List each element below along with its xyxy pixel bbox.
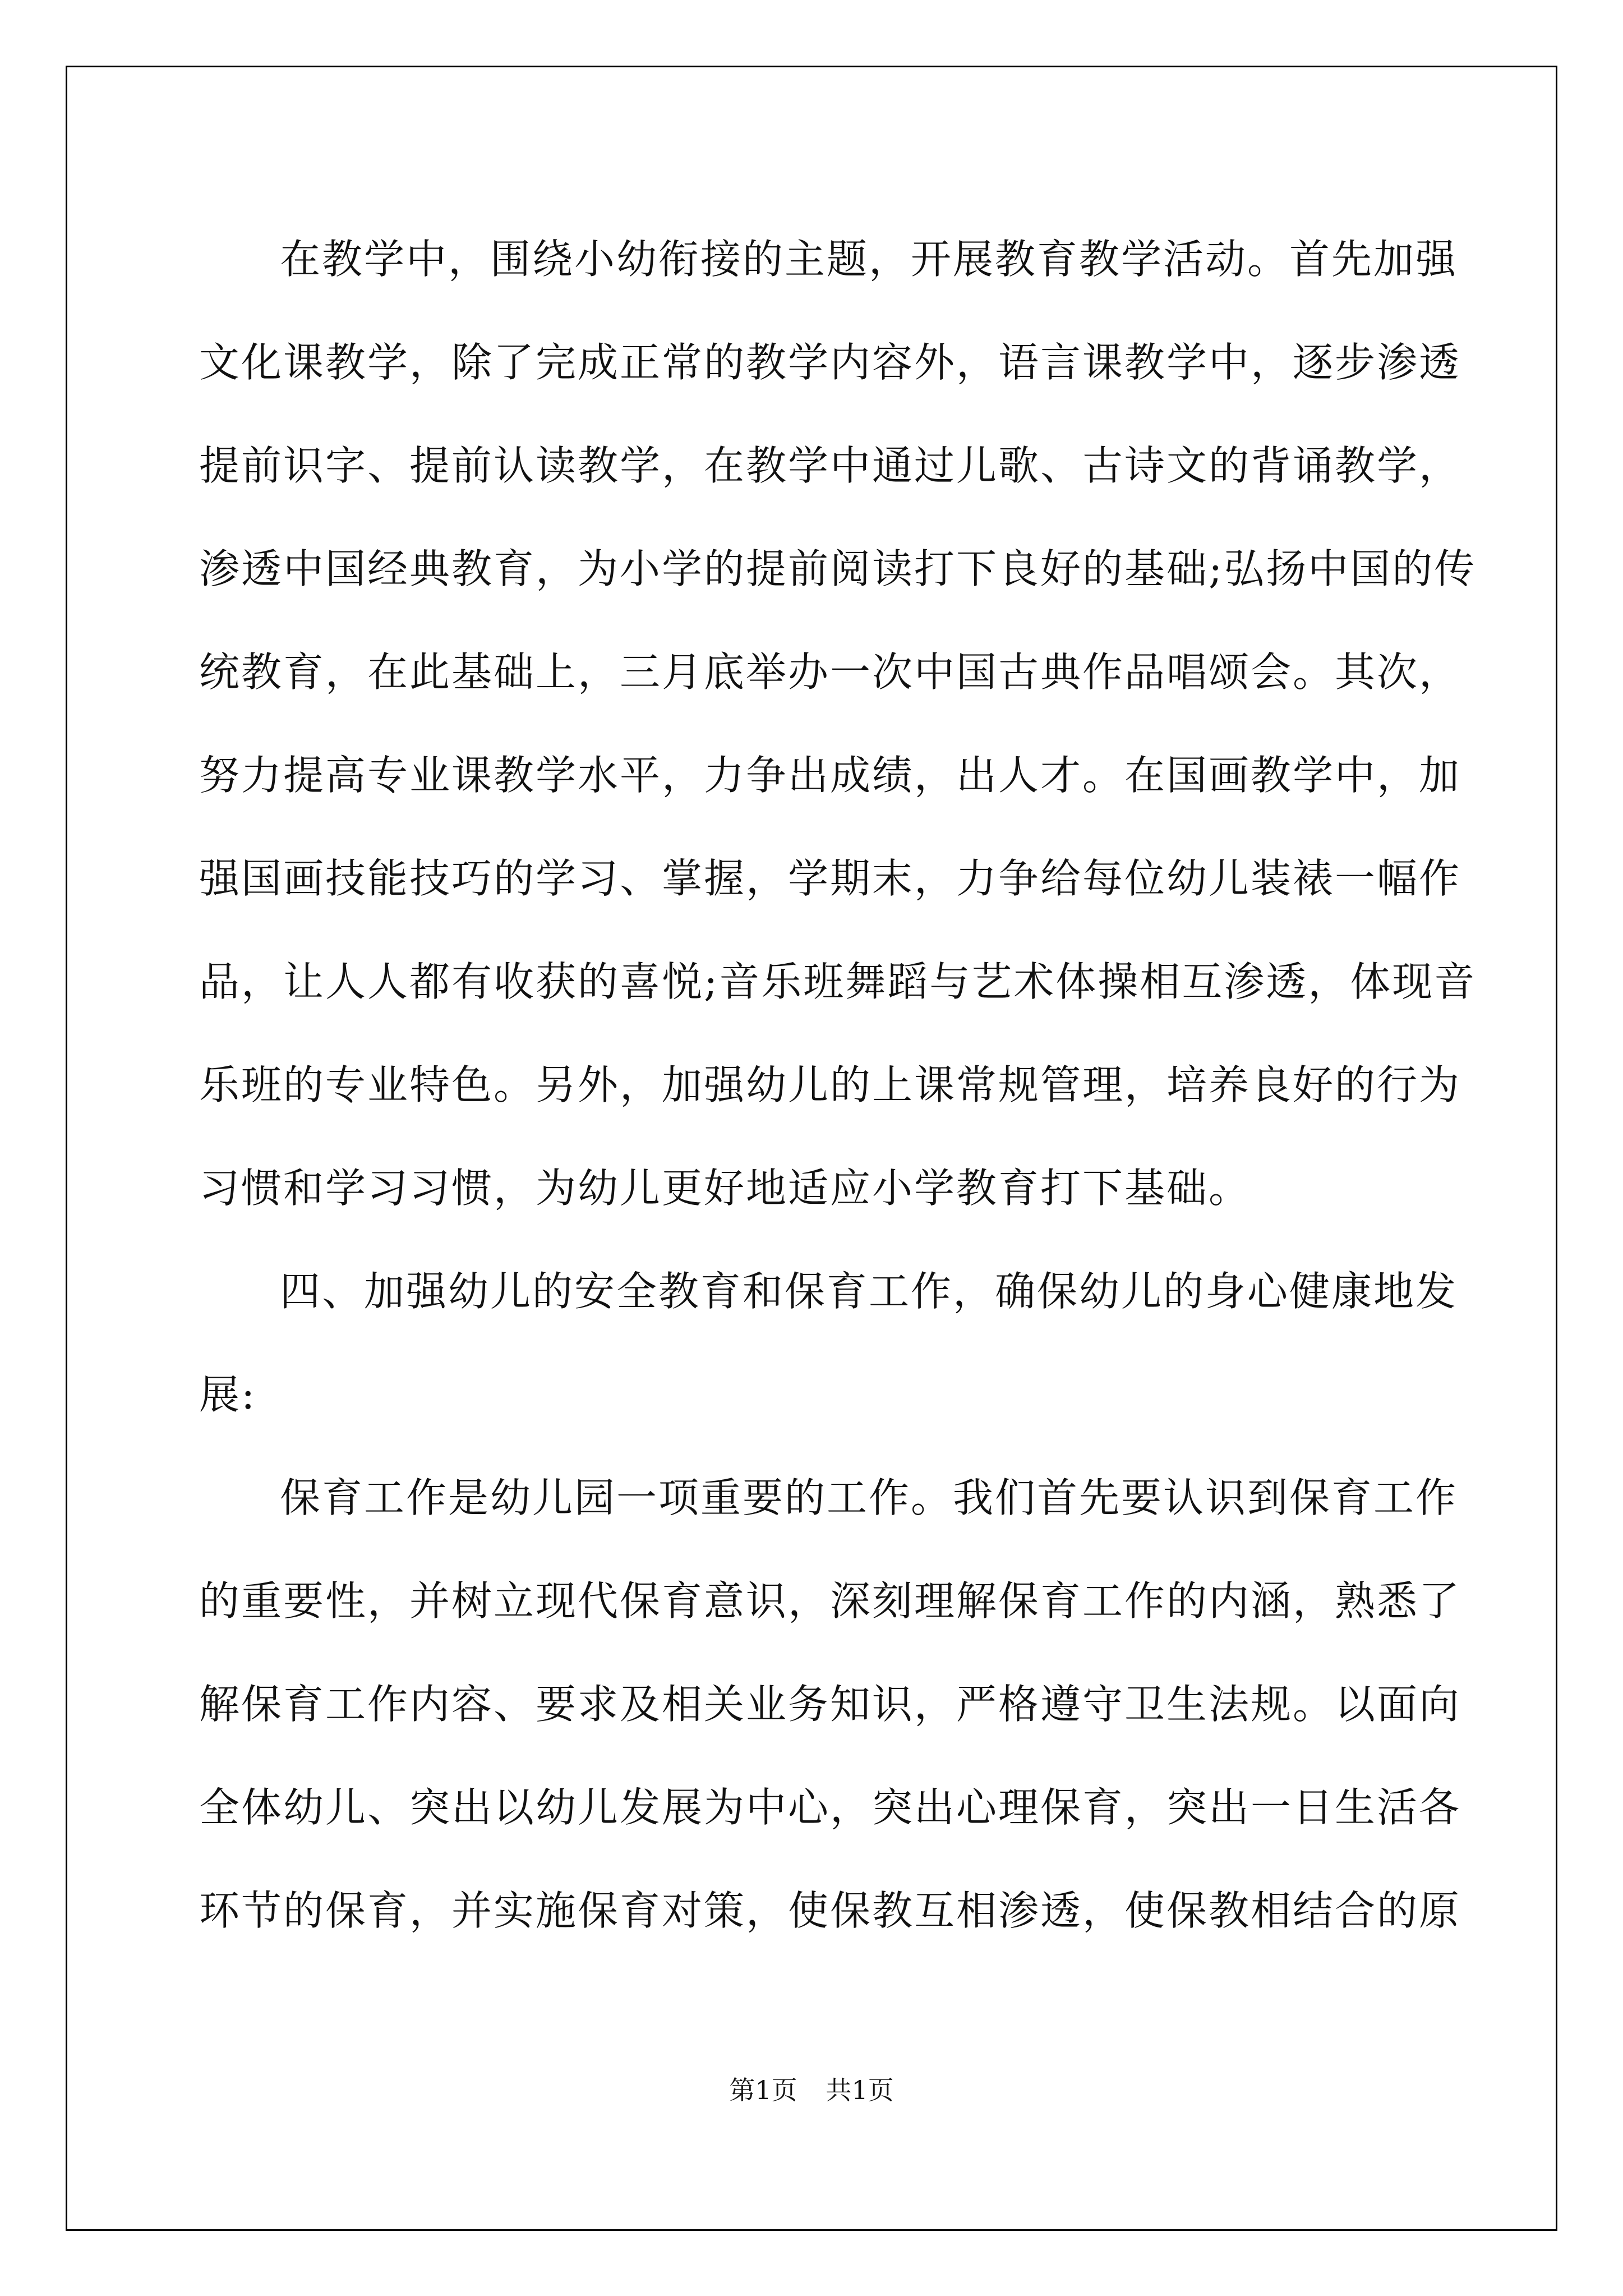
page-total: 共1页 [826,2075,894,2105]
paragraph-3-line-1: 保育工作是幼儿园一项重要的工作。我们首先要认识到保育工作 [280,1474,1458,1521]
paragraph-1-line-2: 文化课教学，除了完成正常的教学内容外，语言课教学中，逐步渗透 [199,339,1461,386]
section-heading-line-2: 展: [199,1371,257,1418]
paragraph-3-line-4: 全体幼儿、突出以幼儿发展为中心，突出心理保育，突出一日生活各 [199,1784,1461,1831]
paragraph-1-line-8: 品，让人人都有收获的喜悦;音乐班舞蹈与艺术体操相互渗透，体现音 [199,958,1477,1005]
paragraph-1-line-5: 统教育，在此基础上，三月底举办一次中国古典作品唱颂会。其次， [199,648,1461,696]
document-body [199,208,1477,1962]
paragraph-1-line-7: 强国画技能技巧的学习、掌握，学期末，力争给每位幼儿装裱一幅作 [199,855,1461,902]
paragraph-3-line-5: 环节的保育，并实施保育对策，使保教互相渗透，使保教相结合的原 [199,1887,1461,1934]
section-heading-line-1: 四、加强幼儿的安全教育和保育工作，确保幼儿的身心健康地发 [280,1268,1458,1315]
page-footer [0,2070,1623,2107]
paragraph-3-line-2: 的重要性，并树立现代保育意识，深刻理解保育工作的内涵，熟悉了 [199,1577,1461,1625]
page-number: 第1页 [729,2075,797,2105]
paragraph-3-line-3: 解保育工作内容、要求及相关业务知识，严格遵守卫生法规。以面向 [199,1681,1461,1728]
paragraph-1-line-1: 在教学中，围绕小幼衔接的主题，开展教育教学活动。首先加强 [280,236,1458,283]
paragraph-1-line-3: 提前识字、提前认读教学，在教学中通过儿歌、古诗文的背诵教学， [199,442,1461,489]
paragraph-1-line-9: 乐班的专业特色。另外，加强幼儿的上课常规管理，培养良好的行为 [199,1061,1461,1108]
paragraph-1-line-6: 努力提高专业课教学水平，力争出成绩，出人才。在国画教学中，加 [199,752,1461,799]
paragraph-1-line-4: 渗透中国经典教育，为小学的提前阅读打下良好的基础;弘扬中国的传 [199,545,1477,592]
paragraph-1-line-10: 习惯和学习习惯，为幼儿更好地适应小学教育打下基础。 [199,1165,1251,1212]
